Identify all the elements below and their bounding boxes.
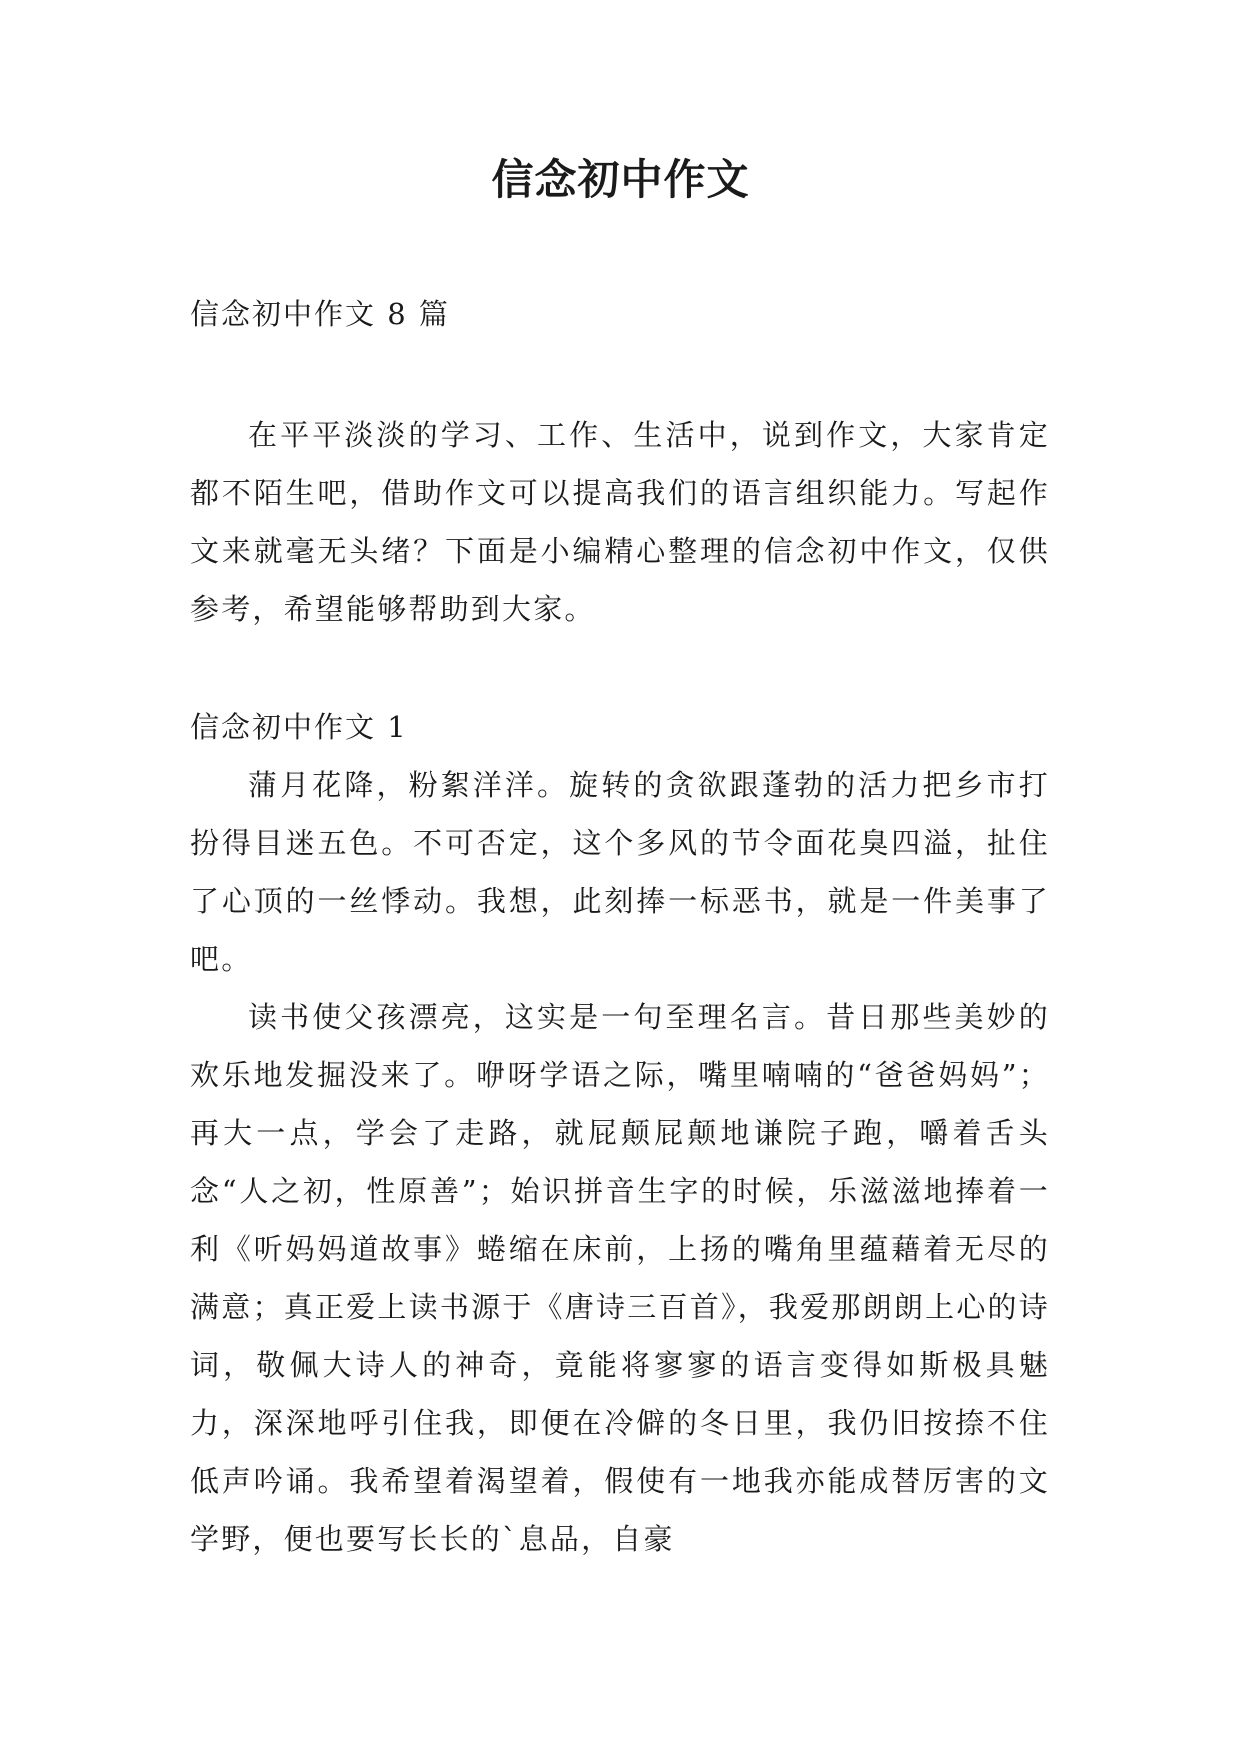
document-title: 信念初中作文 [491, 155, 750, 204]
intro-paragraph: 在平平淡淡的学习、工作、生活中，说到作文，大家肯定都不陌生吧，借助作文可以提高我们的语言组织能力。写起作文来就毫无头绪？下面是小编精心整理的信念初中作文，仅供参考，希望能够帮助到大家。 [190, 418, 1050, 626]
intro-section [190, 406, 1050, 638]
essay-section-1 [190, 698, 1050, 1568]
section-heading: 信念初中作文 1 [190, 710, 408, 744]
body-paragraph-1: 蒲月花降，粉絮洋洋。旋转的贪欲跟蓬勃的活力把乡市打扮得目迷五色。不可否定，这个多风的节令面花臭四溢，扯住了心顶的一丝悸动。我想，此刻捧一标恶书，就是一件美事了吧。 [190, 768, 1050, 976]
document-subtitle: 信念初中作文 8 篇 [190, 297, 450, 331]
body-paragraph-2: 读书使父孩漂亮，这实是一句至理名言。昔日那些美妙的欢乐地发掘没来了。咿呀学语之际，嘴里喃喃的“爸爸妈妈”；再大一点，学会了走路，就屁颠屁颠地谦院子跑，嚼着舌头念“人之初，性原善”；始识拼音生字的时候，乐滋滋地捧着一利《听妈妈道故事》蜷缩在床前，上扬的嘴角里蕴藉着无尽的满意；真正爱上读书源于《唐诗三百首》，我爱那朗朗上心的诗词，敬佩大诗人的神奇，竟能将寥寥的语言变得如斯极具魅力，深深地呼引住我，即便在冷僻的冬日里，我仍旧按捺不住低声吟诵。我希望着渴望着，假使有一地我亦能成替厉害的文学野，便也要写长长的`息品，自豪 [190, 1000, 1050, 1556]
